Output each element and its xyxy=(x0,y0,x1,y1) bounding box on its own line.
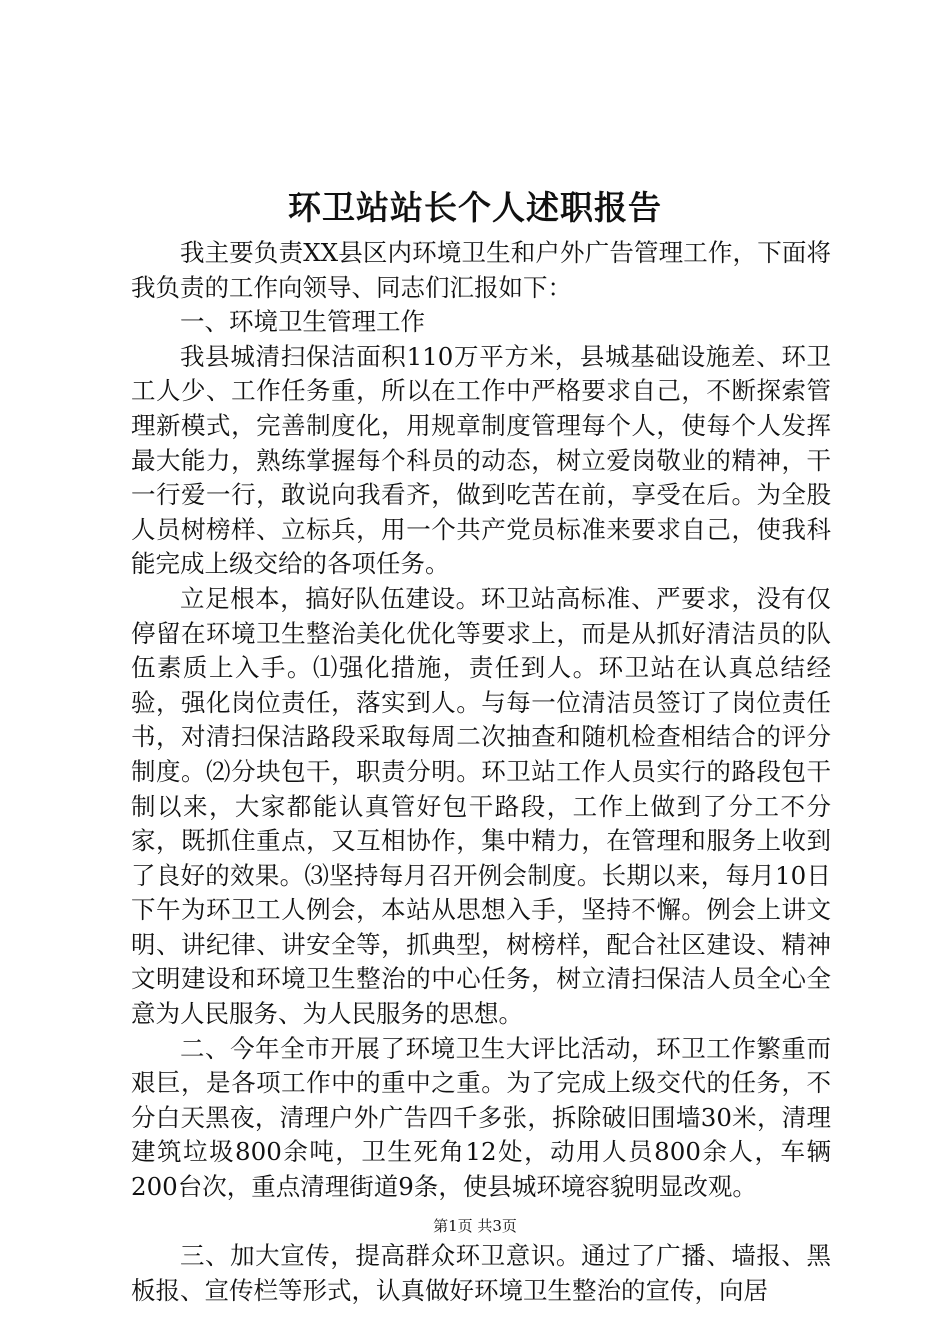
document-body xyxy=(131,236,831,1308)
document-title: 环卫站站长个人述职报告 xyxy=(288,188,662,227)
paragraph-publicity: 三、加大宣传，提高群众环卫意识。通过了广播、墙报、黑板报、宣传栏等形式，认真做好环境卫生整治的宣传，向居 xyxy=(131,1241,831,1305)
paragraph-cleaning-area: 我县城清扫保洁面积110万平方米，县城基础设施差、环卫工人少、工作任务重，所以在工作中严格要求自己，不断探索管理新模式，完善制度化，用规章制度管理每个人，使每个人发挥最大能力，熟练掌握每个科员的动态，树立爱岗敬业的精神，干一行爱一行，敢说向我看齐，做到吃苦在前，享受在后。为全股人员树榜样、立标兵，用一个共产党员标准来要求自己，使我科能完成上级交给的各项任务。 xyxy=(131,341,831,579)
paragraph-evaluation-campaign: 二、今年全市开展了环境卫生大评比活动，环卫工作繁重而艰巨，是各项工作中的重中之重。为了完成上级交代的任务，不分白天黑夜，清理户外广告四千多张，拆除破旧围墙30米，清理建筑垃圾800余吨，卫生死角12处，动用人员800余人，车辆200台次，重点清理街道9条，使县城环境容貌明显改观。 xyxy=(131,1033,831,1202)
paragraph-team-building: 立足根本，搞好队伍建设。环卫站高标准、严要求，没有仅停留在环境卫生整治美化优化等要求上，而是从抓好清洁员的队伍素质上入手。⑴强化措施，责任到人。环卫站在认真总结经验，强化岗位责任，落实到人。与每一位清洁员签订了岗位责任书，对清扫保洁路段采取每周二次抽查和随机检查相结合的评分制度。⑵分块包干，职责分明。环卫站工作人员实行的路段包干制以来，大家都能认真管好包干路段，工作上做到了分工不分家，既抓住重点，又互相协作，集中精力，在管理和服务上收到了良好的效果。⑶坚持每月召开例会制度。长期以来，每月10日下午为环卫工人例会，本站从思想入手，坚持不懈。例会上讲文明、讲纪律、讲安全等，抓典型，树榜样，配合社区建设、精神文明建设和环境卫生整治的中心任务，树立清扫保洁人员全心全意为人民服务、为人民服务的思想。 xyxy=(131,583,831,1029)
paragraph-intro: 我主要负责XX县区内环境卫生和户外广告管理工作，下面将我负责的工作向领导、同志们汇报如下： xyxy=(131,238,831,302)
section-heading-sanitation: 一、环境卫生管理工作 xyxy=(180,307,425,337)
page-number-footer: 第1页 共3页 xyxy=(433,1217,517,1235)
